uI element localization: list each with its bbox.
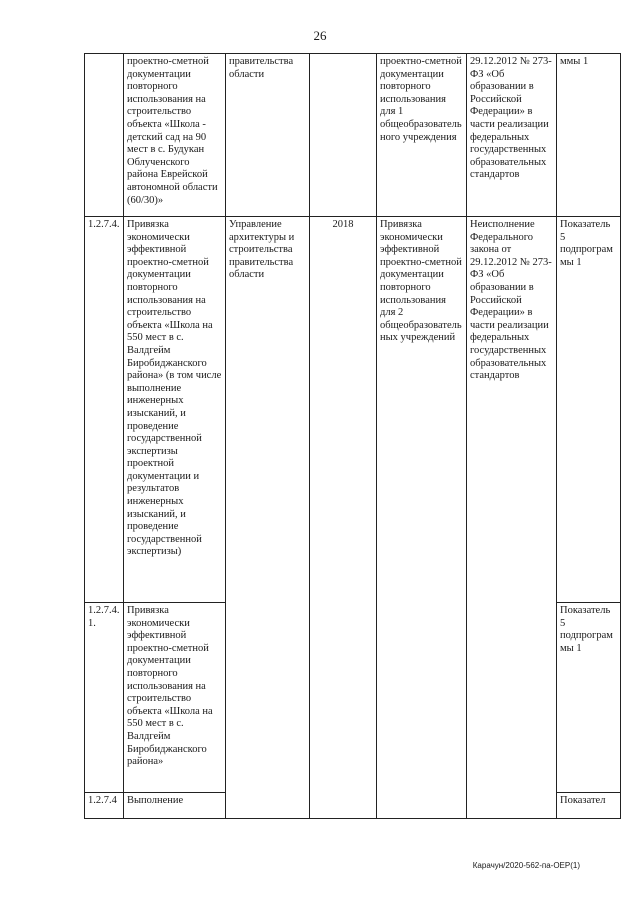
cell-number <box>85 54 124 217</box>
cell-name: Привязка экономически эффективной проектно-сметной документации повторного использования на строительство объекта «Школа на 550 мест в с. Валдгейм Биробиджанского района» (в том числе выполнение инженерных изысканий, и проведение государственной экспертизы проектной документации и результатов инженерных изысканий, и проведение государственной экспертизы) <box>124 217 226 603</box>
cell-executor: правительства области <box>226 54 310 217</box>
cell-executor: Управление архитектуры и строительства правительства области <box>226 217 310 819</box>
cell-indicator: Показатель 5 подпрограммы 1 <box>557 217 621 603</box>
cell-result: проектно-сметной документации повторного использования для 1 общеобразовательного учреждения <box>377 54 467 217</box>
program-table <box>84 53 621 819</box>
cell-indicator: ммы 1 <box>557 54 621 217</box>
cell-number: 1.2.7.4.1. <box>85 603 124 793</box>
cell-number: 1.2.7.4 <box>85 793 124 819</box>
cell-consequences: 29.12.2012 № 273-ФЗ «Об образовании в Российской Федерации» в части реализации федеральных государственных образовательных стандартов <box>467 54 557 217</box>
cell-name: проектно-сметной документации повторного использования на строительство объекта «Школа - детский сад на 90 мест в с. Будукан Облученского района Еврейской автономной области (60/30)» <box>124 54 226 217</box>
page-number: 26 <box>313 28 327 43</box>
cell-number: 1.2.7.4. <box>85 217 124 603</box>
cell-name: Выполнение <box>124 793 226 819</box>
table-row <box>85 217 621 603</box>
cell-year: 2018 <box>310 217 377 819</box>
cell-year <box>310 54 377 217</box>
cell-indicator: Показатель 5 подпрограммы 1 <box>557 603 621 793</box>
cell-result: Привязка экономически эффективной проектно-сметной документации повторного использования для 2 общеобразовательных учреждений <box>377 217 467 819</box>
program-table-container <box>84 53 621 819</box>
table-row <box>85 54 621 217</box>
document-code: Карачун/2020-562-па-ОЕР(1) <box>472 861 580 870</box>
cell-name: Привязка экономически эффективной проектно-сметной документации повторного использования на строительство объекта «Школа на 550 мест в с. Валдгейм Биробиджанского района» <box>124 603 226 793</box>
cell-consequences: Неисполнение Федерального закона от 29.12.2012 № 273-ФЗ «Об образовании в Российской Федерации» в части реализации федеральных государственных образовательных стандартов <box>467 217 557 819</box>
cell-indicator: Показател <box>557 793 621 819</box>
